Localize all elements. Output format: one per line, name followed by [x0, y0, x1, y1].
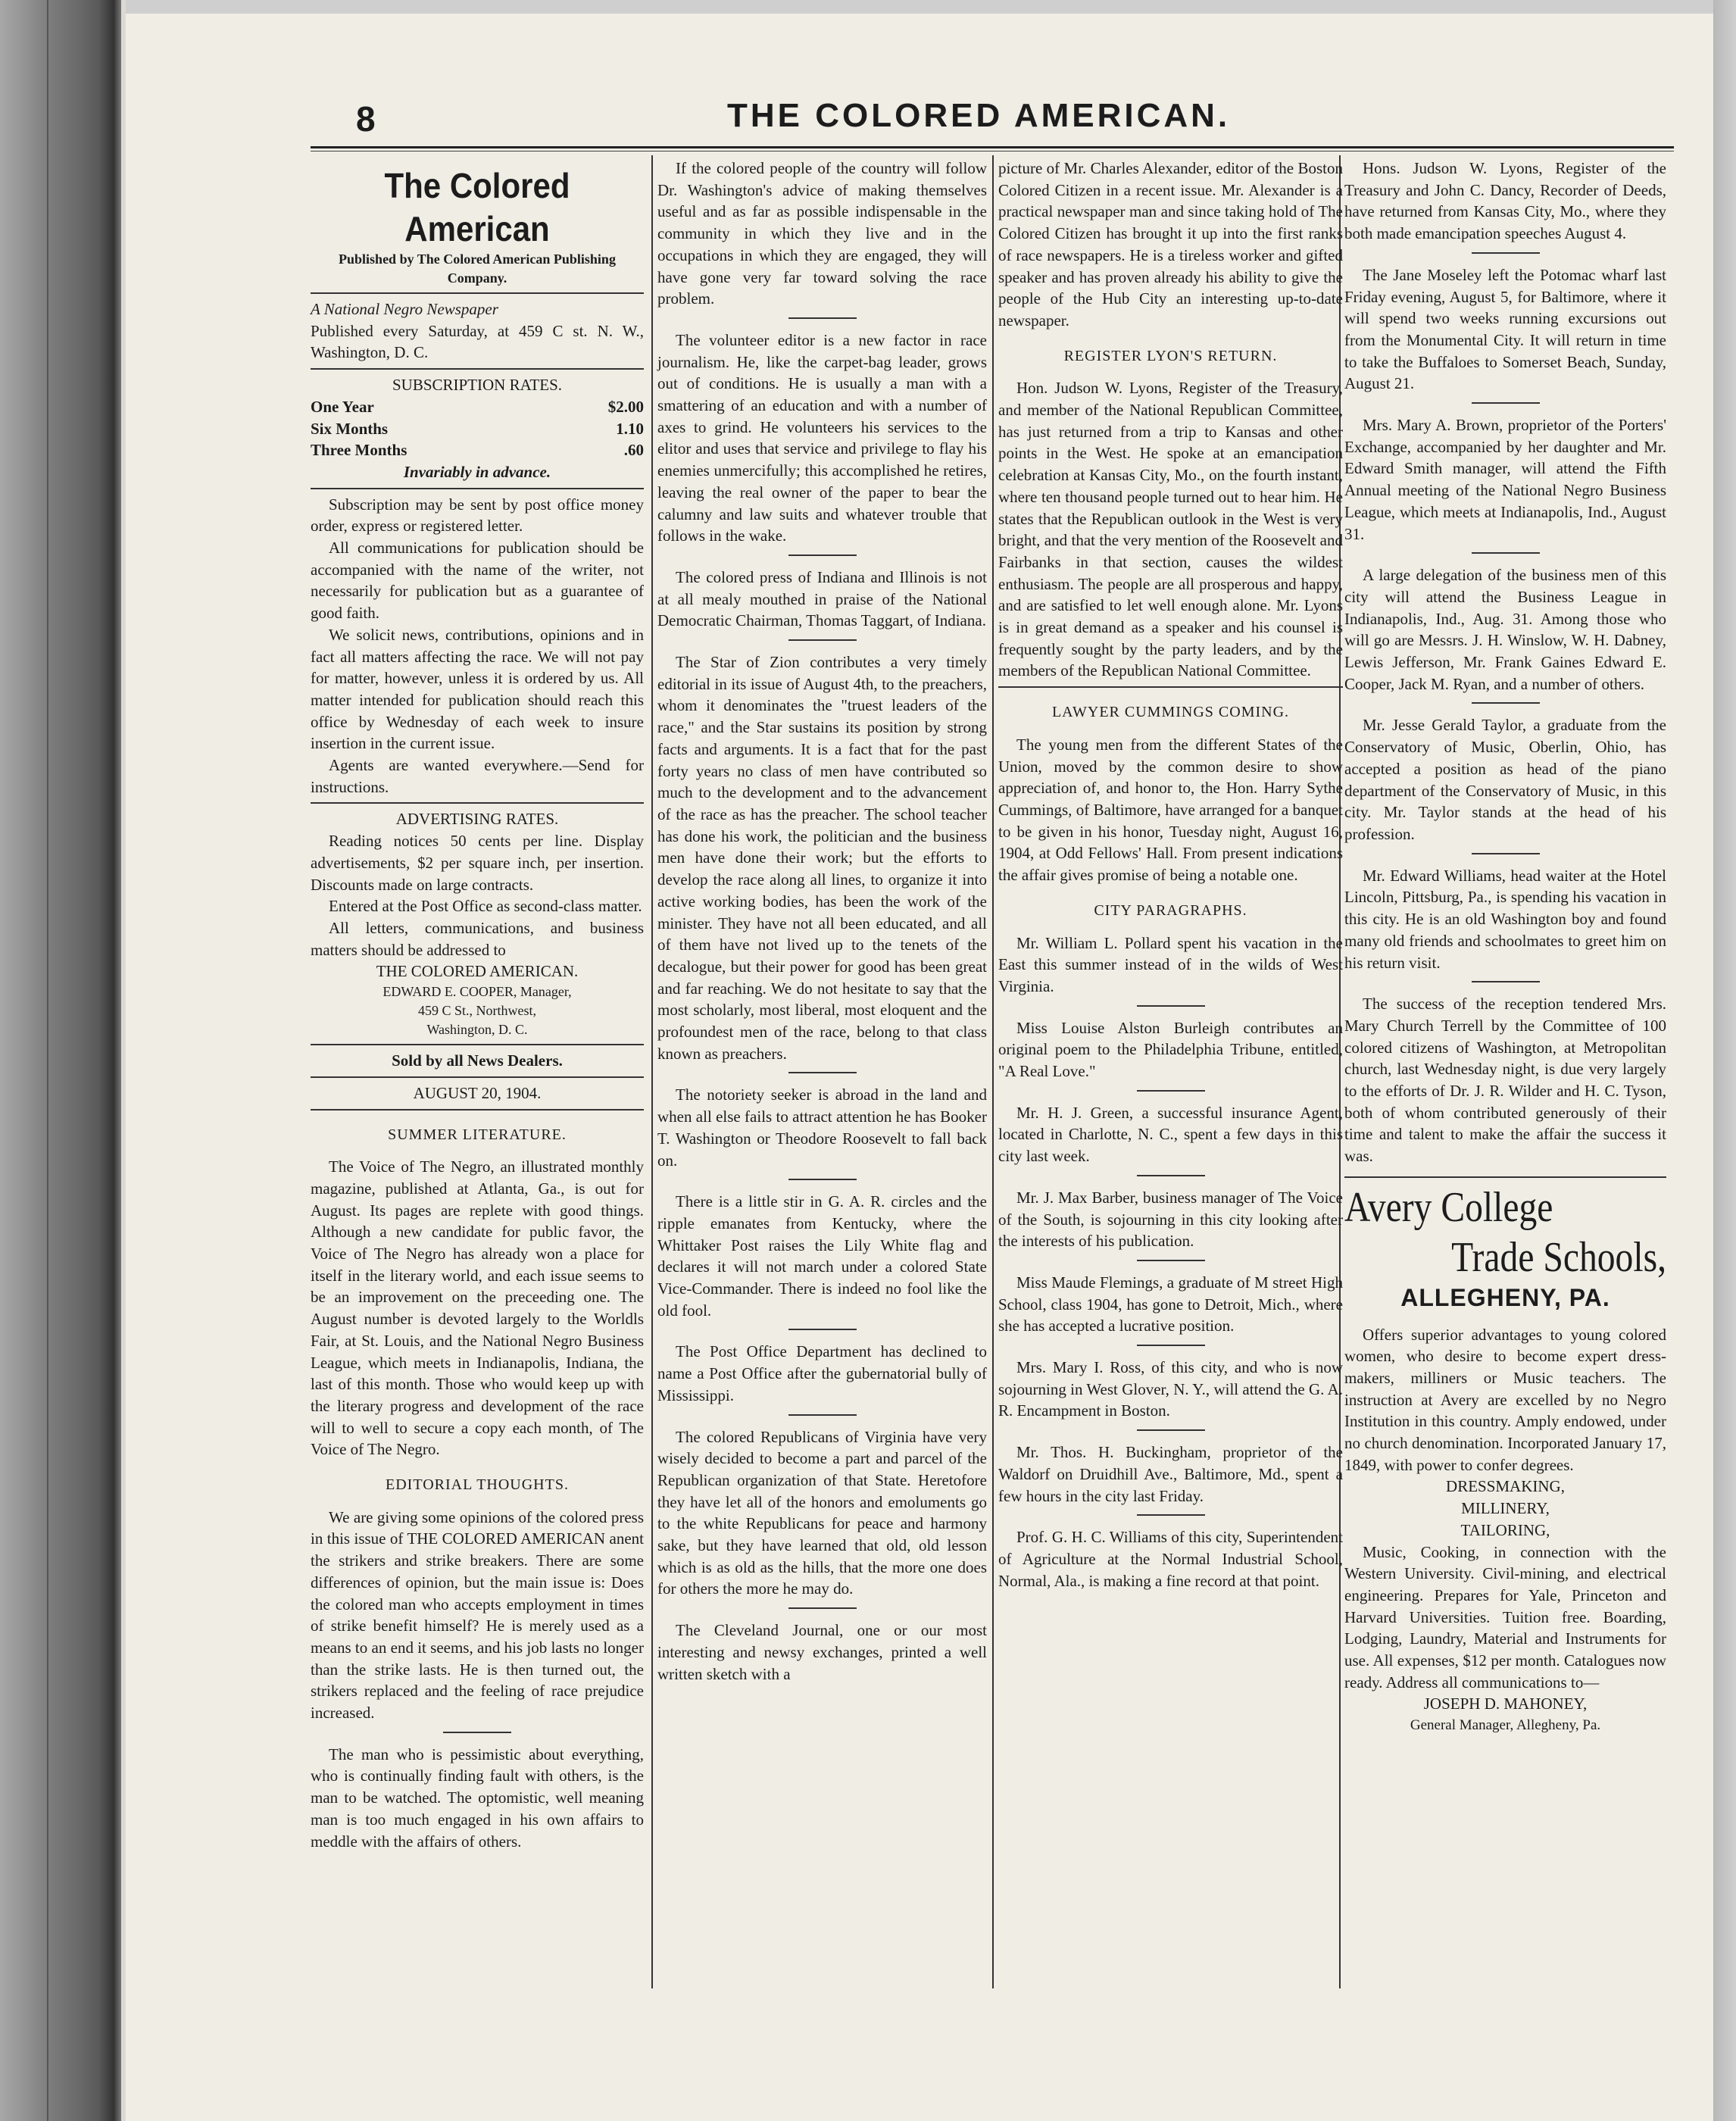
separator: [1137, 1345, 1205, 1346]
published-line: Published every Saturday, at 459 C st. N. W., Washington, D. C.: [311, 321, 644, 362]
rule: [311, 1076, 644, 1078]
separator: [1137, 1175, 1205, 1176]
separator: [788, 639, 857, 641]
column-2: [657, 158, 987, 1685]
article-heading: LAWYER CUMMINGS COMING.: [1051, 704, 1290, 721]
article-paragraph: The man who is pessimistic about everything, who is continually finding fault with others, is the man to be watched. The optomistic, well meaning man is too much engaged in his own affairs to meddle with the affairs of others.: [311, 1745, 644, 1851]
ad-list-item: MILLINERY,: [1461, 1499, 1550, 1518]
page-right-edge: [1713, 0, 1736, 2121]
separator: [1137, 1005, 1205, 1007]
info-paragraph: All letters, communications, and business matters should be addressed to: [311, 918, 644, 959]
city-paragraph: Mr. Jesse Gerald Taylor, a graduate from the Conservatory of Music, Oberlin, Ohio, has accepted a position as head of the piano department of the Conservatory of Music, in this city. Mr. Taylor stands at the head of his profession.: [1344, 716, 1666, 843]
article-paragraph: The Star of Zion contributes a very timely editorial in its issue of August 4th, to the preachers, whom it denominates the "truest leaders of the race," and the Star sustains its position by strong facts and arguments. It is a fact that for the past forty years no class of men have contributed so much to the development and to the advancement of the race as has the preacher. The school teacher has done his work, the politician and the business men have done their work; but the efforts to develop the race along all lines, to organize it into active working bodies, has been the work of the minister. They have not all been educated, and all of them have not lived up to the tenets of the decalogue, but their power for good has been great and far reaching. We do not hesitate to say that the most scholarly, most liberal, most eloquent and the profoundest men of the race, belong to that class known as preachers.: [657, 653, 987, 1063]
publisher-line: Published by The Colored American Publishing Company.: [339, 251, 616, 286]
article-paragraph: The notoriety seeker is abroad in the land and when all else fails to attract attention he has Booker T. Washington or Theodore Roosevelt to fall back on.: [657, 1085, 987, 1170]
column-divider: [992, 155, 994, 1988]
rates-table: [311, 396, 644, 461]
city-paragraph: Miss Louise Alston Burleigh contributes an original poem to the Philadelphia Tribune, entitled, "A Real Love.": [998, 1018, 1343, 1081]
city-paragraph: Mrs. Mary I. Ross, of this city, and who is now sojourning in West Glover, N. Y., will attend the G. A. R. Encampment in Boston.: [998, 1358, 1343, 1420]
separator: [1137, 1429, 1205, 1431]
city-paragraph: Prof. G. H. C. Williams of this city, Superintendent of Agriculture at the Normal Industrial School, Normal, Ala., is making a fine record at that point.: [998, 1528, 1343, 1590]
page-left-edge: [121, 0, 126, 2121]
city-paragraph: Mr. Thos. H. Buckingham, proprietor of the Waldorf on Druidhill Ave., Baltimore, Md., spent a few hours in the city last Friday.: [998, 1443, 1343, 1505]
rate-row: Three Months .60: [311, 441, 644, 460]
separator: [1472, 402, 1540, 404]
rate-row: Six Months 1.10: [311, 419, 644, 438]
info-paragraph: Agents are wanted everywhere.—Send for instructions.: [311, 756, 644, 796]
masthead-rule: [311, 146, 1674, 148]
ad-subtitle: Trade Schools,: [1451, 1233, 1666, 1281]
tagline: A National Negro Newspaper: [311, 300, 498, 318]
separator: [1137, 1090, 1205, 1092]
ad-contact-name: JOSEPH D. MAHONEY,: [1423, 1695, 1588, 1713]
rule: [311, 1044, 644, 1045]
masthead-title: THE COLORED AMERICAN.: [727, 97, 1231, 134]
binding-spine: [0, 0, 121, 2121]
article-heading: EDITORIAL THOUGHTS.: [386, 1476, 569, 1494]
rule: [311, 1109, 644, 1110]
separator: [788, 1607, 857, 1609]
ad-title: Avery College: [1344, 1183, 1553, 1231]
article-paragraph: We are giving some opinions of the colored press in this issue of THE COLORED AMERICAN anent the strikers and strike breakers. There are some differences of opinion, but the main issue is: Does the colored man who accepts employment in times of strike benefit himself? He is merely used as a means to an end it seems, and his job lasts no longer than the strike lasts. He is then turned out, the strikers replaced and the feeling of race prejudice increased.: [311, 1507, 644, 1723]
ad-contact-title: General Manager, Allegheny, Pa.: [1410, 1717, 1601, 1734]
separator: [788, 1179, 857, 1180]
ad-paragraph: Music, Cooking, in connection with the Western University. Civil-mining, and electrical engineering. Prepares for Yale, Princeton and Harvard Universities. Tuition free. Boarding, Lodging, Laundry, Material and Instruments for use. All expenses, $12 per month. Catalogues now ready. Address all communications to—: [1344, 1542, 1666, 1691]
article-paragraph: The young men from the different States of the Union, moved by the common desire to show appreciation of, and honor to, the Hon. Harry Sythe Cummings, of Baltimore, have arranged for a banquet to be given in his honor, Tuesday night, August 16, 1904, at Odd Fellows' Hall. From present indications the affair gives promise of being a notable one.: [998, 735, 1343, 885]
article-paragraph: The colored Republicans of Virginia have very wisely decided to become a part and parcel of the Republican organization of that State. Heretofore they have let all of the honors and emoluments go to the white Republicans for peace and harmony sake, but they have learned that old, old lesson which is as old as the hills, that the more one does for others the more he may do.: [657, 1427, 987, 1598]
info-paragraph: All communications for publication should be accompanied with the name of the writer, not necessarily for publication but as a guarantee of good faith.: [311, 539, 644, 623]
info-paragraph: Reading notices 50 cents per line. Display advertisements, $2 per square inch, per insertion. Discounts made on large contracts.: [311, 832, 644, 894]
article-heading: REGISTER LYON'S RETURN.: [1063, 347, 1278, 364]
column-3: [998, 158, 1343, 1592]
separator: [1137, 1260, 1205, 1261]
rate-row: One Year $2.00: [311, 397, 644, 416]
city-paragraph: Mr. Edward Williams, head waiter at the Hotel Lincoln, Pittsburg, Pa., is spending his vacation in this city. He is an old Washington boy and found many old friends and schoolmates to greet him on his return visit.: [1344, 866, 1666, 972]
city-paragraph: Miss Maude Flemings, a graduate of M street High School, class 1904, has gone to Detroit, Mich., where she has accepted a lucrative position.: [998, 1273, 1343, 1335]
city-paragraph: The Jane Moseley left the Potomac wharf last Friday evening, August 5, for Baltimore, where it will spend two weeks running excursions out from the Monumental City. It will return in time to take the Buffaloes to Somerset Beach, Sunday, August 21.: [1344, 265, 1666, 393]
info-paragraph: Subscription may be sent by post office money order, express or registered letter.: [311, 495, 644, 536]
rule: [998, 686, 1343, 688]
article-paragraph: The Voice of The Negro, an illustrated monthly magazine, published at Atlanta, Ga., is out for August. Its pages are replete with good things. Although a new candidate for public favor, the Voice of The Negro has already won a place for itself in the literary world, and each issue seems to be an improvement on the preceeding one. The August number is devoted largely to the Worldls Fair, at St. Louis, and the National Negro Business League, which meets in Indianapolis, Indiana, the last of this month. Those who would keep up with the literary progress and development of the race will to well to secure a copy each month, of The Voice of The Negro.: [311, 1157, 644, 1459]
ad-paragraph: Offers superior advantages to young colored women, who desire to become expert dress-makers, milliners or Music teachers. The instruction at Avery are excelled by no Negro Institution in this country. Amply endowed, under no church denomination. Incorporated January 17, 1849, with power to confer degrees.: [1344, 1325, 1666, 1474]
article-paragraph: The volunteer editor is a new factor in race journalism. He, like the carpet-bag leader, grows out of conditions. He is usually a man with a smattering of an education and with a number of axes to grind. He volunteers his services to the elitor and uses that service and privilege to flay his enemies unmercifully; this accomplished he retires, leaving the real owner of the paper to bear the calumny and law suits and whatever trouble that follows in the wake.: [657, 330, 987, 545]
separator: [788, 554, 857, 556]
separator: [1472, 252, 1540, 254]
separator: [1472, 981, 1540, 982]
ad-list-item: DRESSMAKING,: [1446, 1477, 1565, 1496]
city-paragraph: Mr. H. J. Green, a successful insurance Agent, located in Charlotte, N. C., spent a few days in this city last week.: [998, 1103, 1343, 1166]
address-line: THE COLORED AMERICAN.: [376, 962, 579, 981]
advance-note: Invariably in advance.: [403, 462, 551, 481]
rule: [311, 488, 644, 489]
article-heading: CITY PARAGRAPHS.: [1094, 901, 1247, 919]
article-heading: SUMMER LITERATURE.: [388, 1126, 567, 1143]
city-paragraph: The success of the reception tendered Mrs. Mary Church Terrell by the Committee of 100 colored citizens of Washington, at Metropolitan church, last Wednesday night, is due very largely to the efforts of Dr. J. R. Wilder and H. C. Tyson, both of whom contributed generously of their time and talent to make the affair the success it was.: [1344, 995, 1666, 1166]
address-line: 459 C St., Northwest,: [417, 1003, 536, 1019]
article-paragraph: The Post Office Department has declined to name a Post Office after the gubernatorial bully of Mississippi.: [657, 1342, 987, 1404]
address-line: EDWARD E. COOPER, Manager,: [382, 984, 572, 1000]
separator: [1472, 702, 1540, 704]
separator: [788, 317, 857, 319]
article-paragraph: The colored press of Indiana and Illinois is not at all mealy mouthed in praise of the National Democratic Chairman, Thomas Taggart, of Indiana.: [657, 567, 987, 630]
separator: [788, 1072, 857, 1073]
info-paragraph: We solicit news, contributions, opinions and in fact all matters affecting the race. We will not pay for matter, however, unless it is ordered by us. All matter intended for publication should reach this office by Wednesday of each week to insure insertion in the current issue.: [311, 625, 644, 753]
issue-date: AUGUST 20, 1904.: [413, 1083, 542, 1102]
rule: [311, 292, 644, 294]
separator: [1472, 853, 1540, 854]
rule: [311, 802, 644, 804]
subscription-heading: SUBSCRIPTION RATES.: [392, 376, 563, 395]
article-paragraph: Hon. Judson W. Lyons, Register of the Treasury, and member of the National Republican Committee, has just returned from a trip to Kansas and other points in the West. He spoke at an emancipation celebration at Kansas City, Mo., on the fourth instant, where ten thousand people turned out to hear him. He states that the Republican outlook in the West is very bright, and that the very mention of the Roosevelt and Fairbanks in that section, causes the wildest enthusiasm. The people are all prosperous and happy, and are satisfied to let well enough alone. Mr. Lyons is in great demand as a speaker and his counsel is frequently sought by the party leaders, and by the members of the Republican National Committee.: [998, 379, 1343, 680]
column-1: [311, 158, 644, 1852]
separator: [788, 1329, 857, 1330]
page-number: 8: [356, 99, 376, 139]
city-paragraph: A large delegation of the business men of this city will attend the Business League in Indianapolis, Ind., Aug. 31. Among those who will go are Messrs. J. H. Winslow, W. H. Dabney, Lewis Jefferson, Mr. Frank Gaines Edward E. Cooper, Jack M. Ryan, and a number of others.: [1344, 566, 1666, 693]
city-paragraph: Mrs. Mary A. Brown, proprietor of the Porters' Exchange, accompanied by her daughter and Mr. Edward Smith manager, will attend the Fifth Annual meeting of the National Negro Business League, which meets at Indianapolis, Ind., August 31.: [1344, 416, 1666, 543]
separator: [1472, 552, 1540, 554]
info-paragraph: Entered at the Post Office as second-class matter.: [329, 897, 642, 916]
column-divider: [651, 155, 653, 1988]
advertising-heading: ADVERTISING RATES.: [395, 810, 559, 829]
address-line: Washington, D. C.: [426, 1022, 528, 1038]
rule: [311, 368, 644, 370]
masthead-rule-thin: [311, 151, 1674, 152]
separator: [443, 1732, 511, 1733]
ad-list-item: TAILORING,: [1460, 1520, 1550, 1539]
city-paragraph: Mr. William L. Pollard spent his vacation in the East this summer instead of in the wilds of West Virginia.: [998, 933, 1343, 995]
page-top-edge: [121, 0, 1713, 14]
column-4: [1344, 158, 1666, 1737]
article-paragraph: The Cleveland Journal, one or our most interesting and newsy exchanges, printed a well written sketch with a: [657, 1621, 987, 1683]
sold-line: Sold by all News Dealers.: [392, 1051, 563, 1070]
article-paragraph: There is a little stir in G. A. R. circles and the ripple emanates from Kentucky, where the Whittaker Post raises the Lily White flag and declares it will not march under a colored State Vice-Commander. There is indeed no fool like the old fool.: [657, 1192, 987, 1320]
rule: [1344, 1176, 1666, 1178]
spine-stripe: [47, 0, 48, 2121]
article-paragraph: picture of Mr. Charles Alexander, editor of the Boston Colored Citizen in a recent issue. Mr. Alexander is a practical newspaper man and since taking hold of The Colored Citizen has brought it up into the first ranks of race newspapers. He is a tireless worker and gifted speaker and has proven already his ability to give the people of the Hub City an interesting up-to-date newspaper.: [998, 159, 1343, 330]
publication-title: The Colored American: [384, 166, 570, 248]
separator: [1137, 1514, 1205, 1516]
separator: [788, 1414, 857, 1416]
article-paragraph: If the colored people of the country will follow Dr. Washington's advice of making themselves useful and as far as possible indispensable in the community in which they live and in the occupations in which they are engaged, they will have gone very far toward solving the race problem.: [657, 159, 987, 308]
city-paragraph: Mr. J. Max Barber, business manager of The Voice of the South, is sojourning in this city looking after the interests of his publication.: [998, 1188, 1343, 1251]
city-paragraph: Hons. Judson W. Lyons, Register of the Treasury and John C. Dancy, Recorder of Deeds, have returned from Kansas City, Mo., where they both made emancipation speeches August 4.: [1344, 159, 1666, 243]
ad-location: ALLEGHENY, PA.: [1400, 1283, 1610, 1311]
